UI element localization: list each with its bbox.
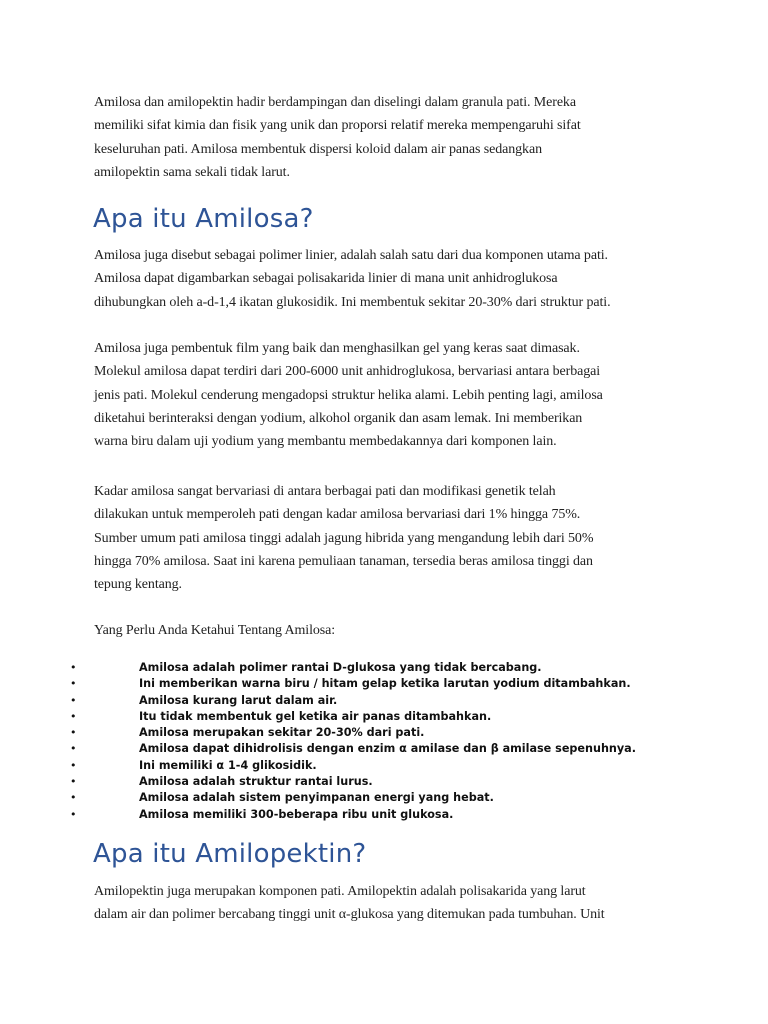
list-item xyxy=(0,693,768,709)
text-line: Amilosa dan amilopektin hadir berdampingan dan diselingi dalam granula pati. Mereka xyxy=(94,95,576,110)
list-item xyxy=(0,676,768,692)
text-line: warna biru dalam uji yodium yang membantu membedakannya dari komponen lain. xyxy=(94,434,557,450)
list-item xyxy=(0,741,768,757)
text-line: jenis pati. Molekul cenderung mengadopsi struktur helika alami. Lebih penting lagi, amilosa xyxy=(94,387,603,403)
list-item-text: Ini memberikan warna biru / hitam gelap ketika larutan yodium ditambahkan. xyxy=(139,677,631,691)
text-line: dilakukan untuk memperoleh pati dengan kadar amilosa bervariasi dari 1% hingga 75%. xyxy=(94,507,581,523)
text-line: Amilosa juga pembentuk film yang baik dan menghasilkan gel yang keras saat dimasak. xyxy=(94,341,580,356)
text-line: amilopektin sama sekali tidak larut. xyxy=(94,164,290,180)
text-line: tepung kentang. xyxy=(94,577,182,593)
section-heading-amilosa: Apa itu Amilosa? xyxy=(93,204,314,234)
list-item xyxy=(0,790,768,806)
text-line: Amilosa juga disebut sebagai polimer linier, adalah salah satu dari dua komponen utama pati. xyxy=(94,248,608,263)
amilosa-paragraph-2 xyxy=(94,337,694,453)
list-item-text: Ini memiliki α 1-4 glikosidik. xyxy=(139,758,317,772)
bullet-icon: • xyxy=(70,742,77,756)
list-item xyxy=(0,774,768,790)
text-line: memiliki sifat kimia dan fisik yang unik dan proporsi relatif mereka mempengaruhi sifat xyxy=(94,118,581,134)
text-line: Amilopektin juga merupakan komponen pati. Amilopektin adalah polisakarida yang larut xyxy=(94,884,586,899)
text-line: Sumber umum pati amilosa tinggi adalah jagung hibrida yang mengandung lebih dari 50% xyxy=(94,530,594,546)
bullet-icon: • xyxy=(70,677,77,691)
bullet-icon: • xyxy=(70,775,77,789)
amilosa-paragraph-3 xyxy=(94,480,694,596)
bullet-icon: • xyxy=(70,726,77,740)
bullet-icon: • xyxy=(70,758,77,772)
text-line: Molekul amilosa dapat terdiri dari 200-6000 unit anhidroglukosa, bervariasi antara berbagai xyxy=(94,364,601,380)
list-intro xyxy=(94,619,694,642)
list-item-text: Amilosa dapat dihidrolisis dengan enzim α amilase dan β amilase sepenuhnya. xyxy=(139,742,636,756)
text-line: dihubungkan oleh a-d-1,4 ikatan glukosidik. Ini membentuk sekitar 20-30% dari struktur pati. xyxy=(94,294,611,310)
list-item-text: Amilosa kurang larut dalam air. xyxy=(139,693,338,707)
text-line: diketahui berinteraksi dengan yodium, alkohol organik dan asam lemak. Ini memberikan xyxy=(94,410,583,426)
text-line: hingga 70% amilosa. Saat ini karena pemuliaan tanaman, tersedia beras amilosa tinggi dan xyxy=(94,553,593,569)
text-line: Kadar amilosa sangat bervariasi di antara berbagai pati dan modifikasi genetik telah xyxy=(94,484,556,499)
bullet-icon: • xyxy=(70,791,77,805)
section-heading-amilopektin: Apa itu Amilopektin? xyxy=(93,839,367,869)
amilosa-paragraph-1 xyxy=(94,244,694,314)
list-item xyxy=(0,660,768,676)
bullet-icon: • xyxy=(70,661,77,674)
list-item-text: Amilosa adalah struktur rantai lurus. xyxy=(139,775,373,789)
list-item-text: Amilosa memiliki 300-beberapa ribu unit glukosa. xyxy=(139,807,454,821)
amilopektin-paragraph-1 xyxy=(94,880,694,927)
bullet-icon: • xyxy=(70,693,77,707)
list-item-text: Amilosa adalah sistem penyimpanan energi yang hebat. xyxy=(139,791,494,805)
list-item-text: Itu tidak membentuk gel ketika air panas ditambahkan. xyxy=(139,709,492,723)
intro-paragraph xyxy=(94,91,694,184)
list-item xyxy=(0,758,768,774)
list-item xyxy=(0,807,768,823)
amilosa-facts-list xyxy=(0,660,768,823)
text-line: Yang Perlu Anda Ketahui Tentang Amilosa: xyxy=(94,623,336,638)
list-item xyxy=(0,709,768,725)
text-line: dalam air dan polimer bercabang tinggi unit α-glukosa yang ditemukan pada tumbuhan. Unit xyxy=(94,907,605,923)
list-item-text: Amilosa merupakan sekitar 20-30% dari pati. xyxy=(139,726,425,740)
list-item xyxy=(0,725,768,741)
list-item-text: Amilosa adalah polimer rantai D-glukosa yang tidak bercabang. xyxy=(139,661,542,674)
text-line: keseluruhan pati. Amilosa membentuk dispersi koloid dalam air panas sedangkan xyxy=(94,141,542,157)
bullet-icon: • xyxy=(70,709,77,723)
text-line: Amilosa dapat digambarkan sebagai polisakarida linier di mana unit anhidroglukosa xyxy=(94,271,558,287)
bullet-icon: • xyxy=(70,807,77,821)
